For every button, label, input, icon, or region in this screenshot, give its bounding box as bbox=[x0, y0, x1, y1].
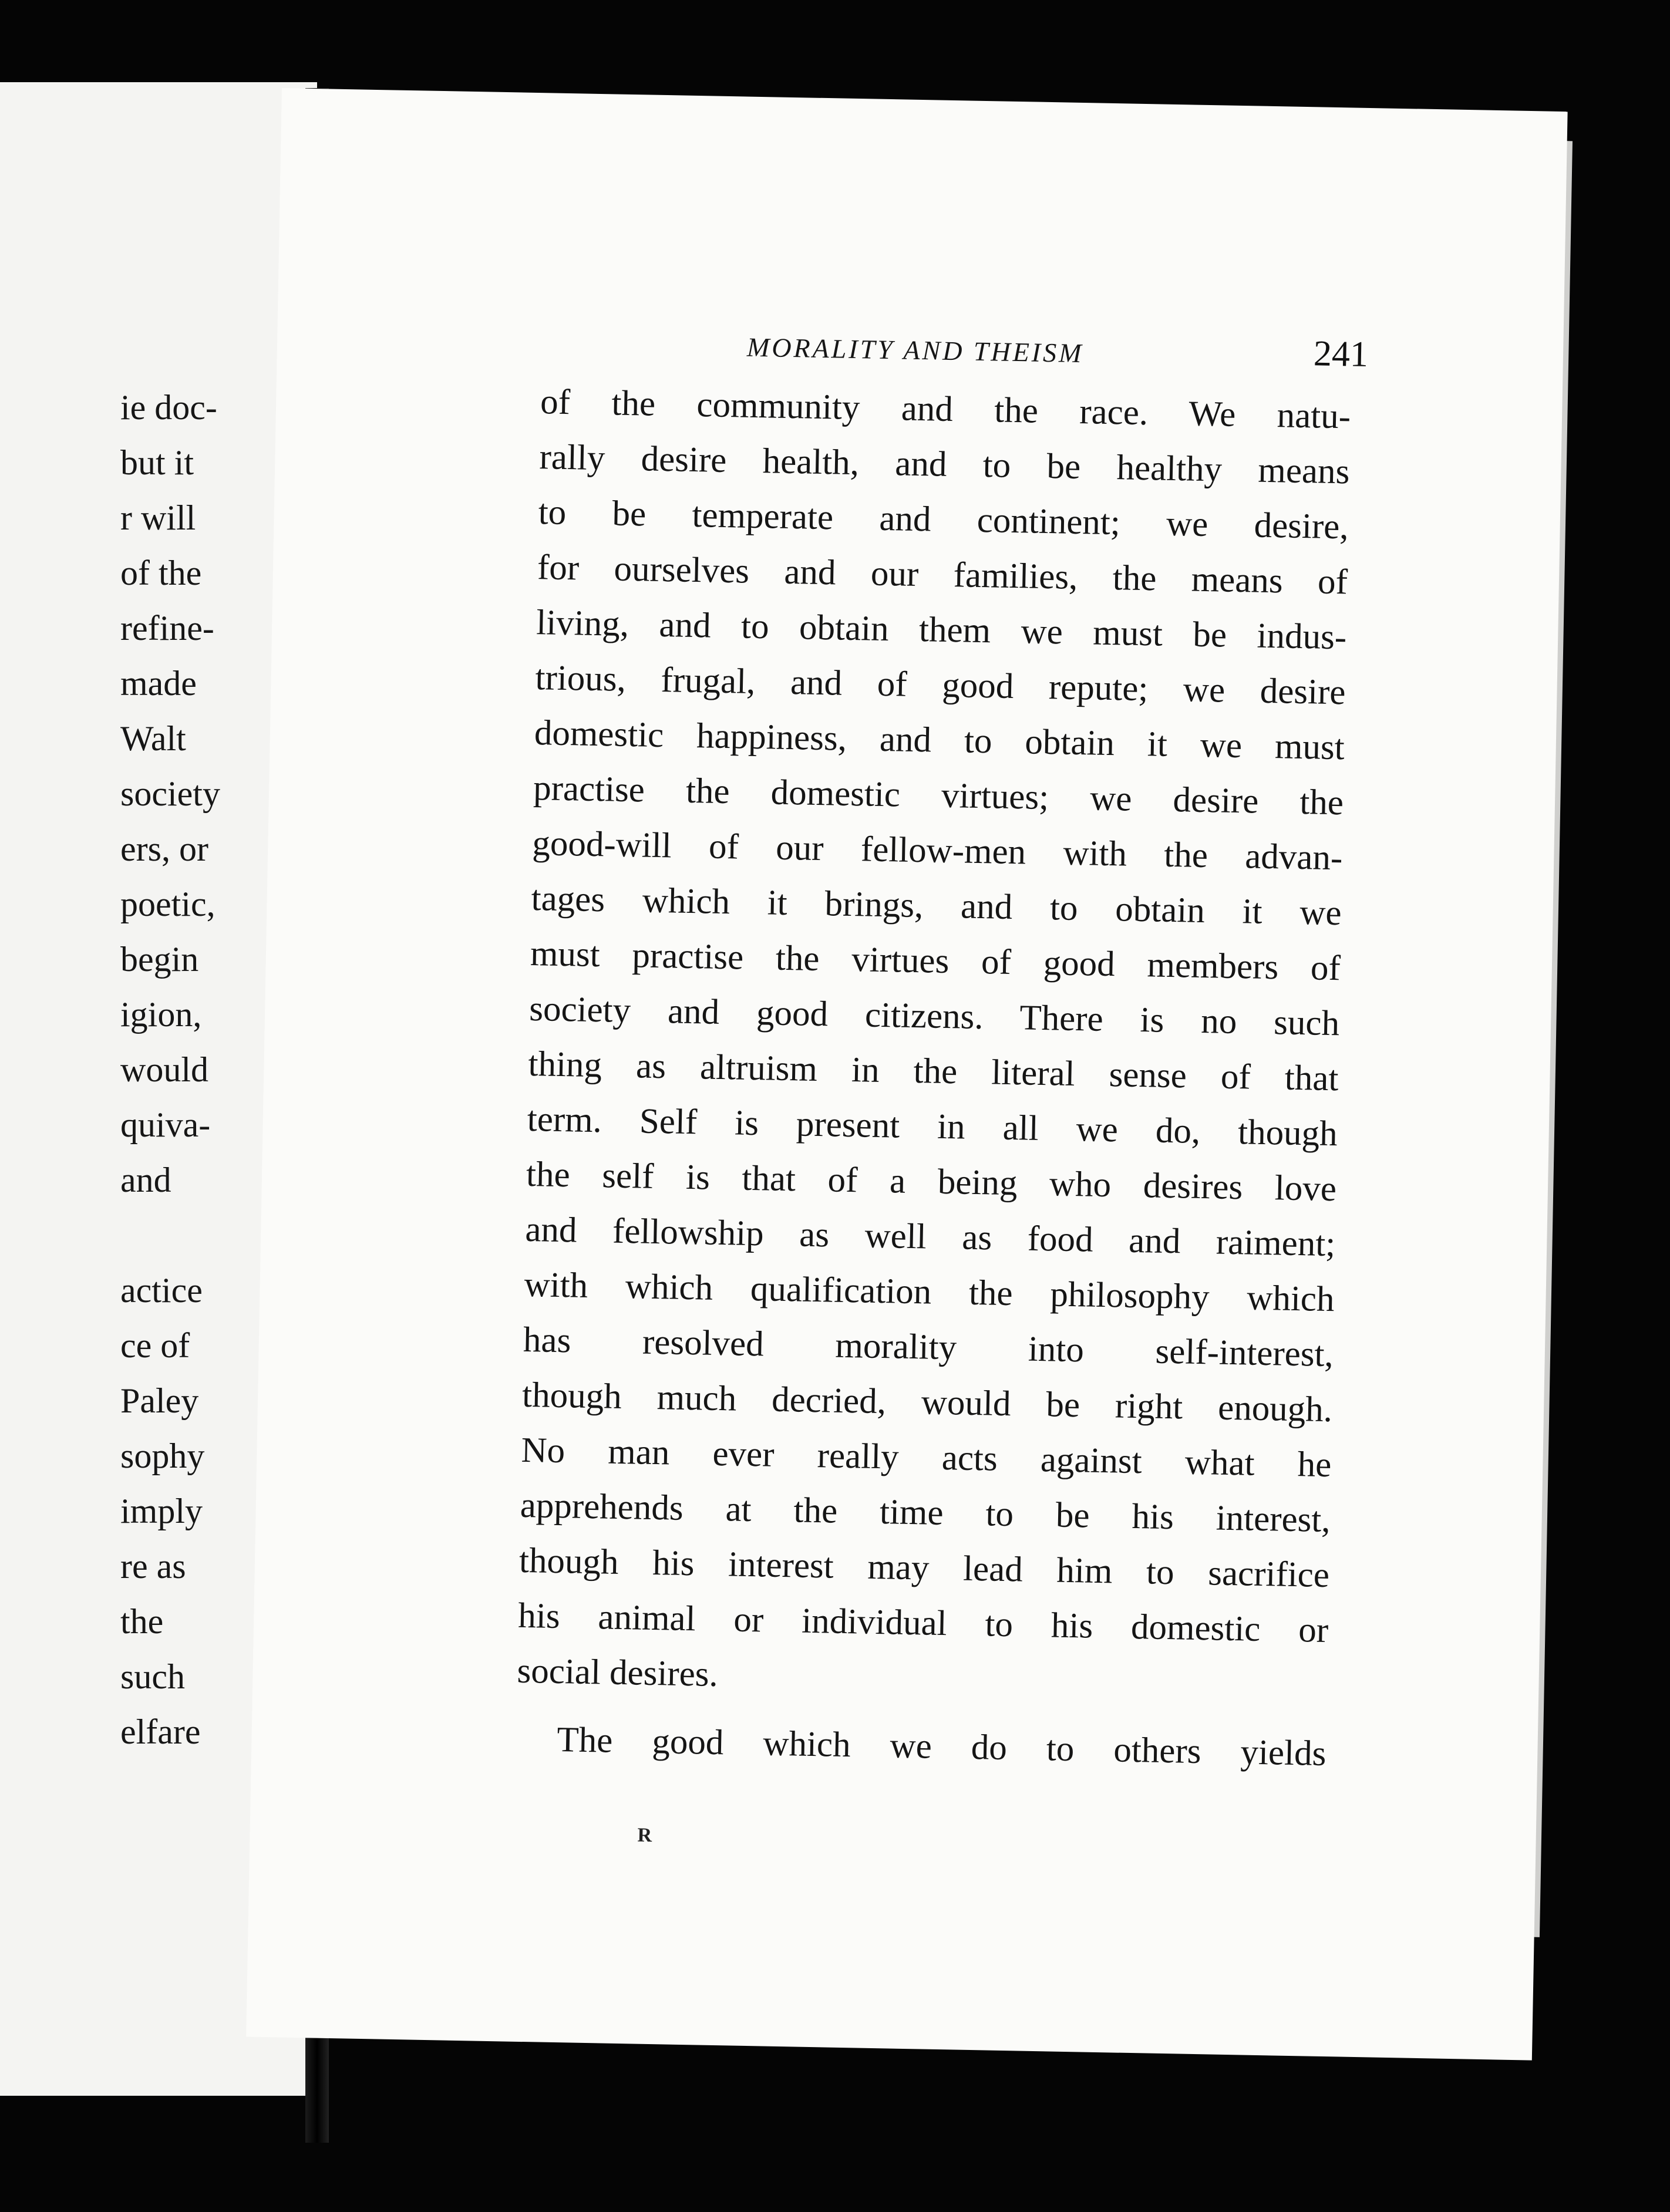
text-line: and fellowship as well as food and raiment; bbox=[524, 1209, 1336, 1265]
left-line: quiva- bbox=[120, 1105, 211, 1144]
text-line: for ourselves and our families, the means of bbox=[537, 548, 1348, 602]
left-line: Paley bbox=[120, 1381, 199, 1420]
text-line: domestic happiness, and to obtain it we must bbox=[534, 713, 1345, 768]
left-line: ie doc- bbox=[120, 388, 217, 427]
left-line: refine- bbox=[120, 609, 214, 648]
left-line: poetic, bbox=[120, 885, 216, 923]
text-line: apprehends at the time to be his interest, bbox=[520, 1485, 1331, 1540]
left-line: would bbox=[120, 1050, 208, 1089]
text-line: has resolved morality into self-interest, bbox=[523, 1320, 1334, 1375]
text-line: must practise the virtues of good members of bbox=[530, 934, 1341, 989]
page-number: 241 bbox=[1313, 333, 1369, 375]
text-line: of the community and the race. We natu- bbox=[540, 382, 1351, 437]
text-line: term. Self is present in all we do, though bbox=[527, 1099, 1338, 1154]
left-line: the bbox=[120, 1602, 164, 1641]
left-line: begin bbox=[120, 940, 199, 979]
text-line: No man ever really acts against what he bbox=[520, 1430, 1332, 1485]
left-line: sophy bbox=[120, 1437, 205, 1475]
left-line: and bbox=[120, 1161, 171, 1199]
left-line: society bbox=[120, 774, 220, 813]
text-line: practise the domestic virtues; we desire the bbox=[533, 768, 1344, 823]
left-line: elfare bbox=[120, 1712, 201, 1751]
text-line: social desires. bbox=[517, 1651, 719, 1695]
running-head: MORALITY AND THEISM bbox=[746, 332, 1084, 369]
body-text bbox=[516, 375, 1351, 1782]
text-line: living, and to obtain them we must be indus- bbox=[536, 603, 1347, 657]
left-line: ce of bbox=[120, 1326, 190, 1365]
signature-mark: R bbox=[637, 1824, 652, 1847]
text-line: the self is that of a being who desires love bbox=[526, 1154, 1337, 1209]
left-line: r will bbox=[120, 498, 196, 537]
left-line: such bbox=[120, 1657, 185, 1696]
text-line: to be temperate and continent; we desire, bbox=[538, 493, 1349, 547]
left-line: ers, or bbox=[120, 830, 208, 868]
left-line: imply bbox=[120, 1492, 203, 1530]
left-line: re as bbox=[120, 1547, 186, 1586]
text-line: with which qualification the philosophy which bbox=[524, 1265, 1335, 1320]
left-line: Walt bbox=[120, 719, 186, 758]
text-line: rally desire health, and to be healthy means bbox=[538, 437, 1350, 492]
text-line: good-will of our fellow-men with the advan- bbox=[531, 824, 1343, 878]
left-line: actice bbox=[120, 1271, 203, 1310]
text-line: his animal or individual to his domestic or bbox=[517, 1596, 1329, 1651]
text-line: though much decried, would be right enough. bbox=[521, 1375, 1333, 1430]
right-page bbox=[246, 88, 1567, 2061]
text-line: tages which it brings, and to obtain it we bbox=[531, 879, 1342, 933]
left-line: made bbox=[120, 664, 197, 703]
text-line: thing as altruism in the literal sense of that bbox=[527, 1044, 1339, 1099]
text-line: society and good citizens. There is no such bbox=[528, 989, 1340, 1044]
left-line: but it bbox=[120, 443, 194, 482]
text-line: trious, frugal, and of good repute; we desire bbox=[535, 658, 1346, 713]
left-line: igion, bbox=[120, 995, 202, 1034]
text-line: though his interest may lead him to sacrifice bbox=[518, 1540, 1330, 1596]
left-line: of the bbox=[120, 554, 202, 592]
paragraph-start-line: The good which we do to others yields bbox=[556, 1720, 1326, 1774]
